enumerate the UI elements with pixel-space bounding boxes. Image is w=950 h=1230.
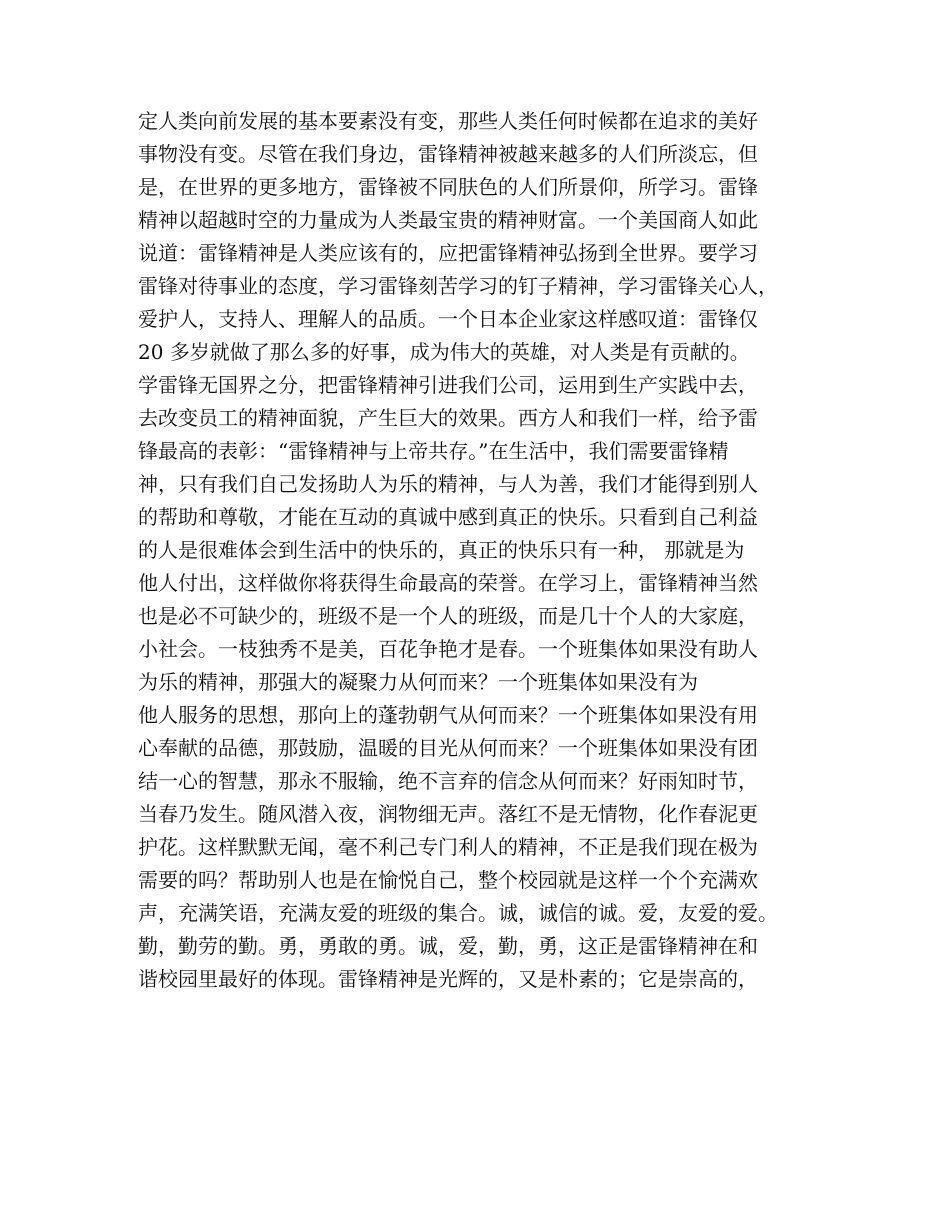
text-line: 的人是很难体会到生活中的快乐的，真正的快乐只有一种， 那就是为 bbox=[138, 538, 745, 562]
text-line: 事物没有变。尽管在我们身边，雷锋精神被越来越多的人们所淡忘，但 bbox=[138, 142, 758, 166]
text-line: 结一心的智慧，那永不服输，绝不言弃的信念从何而来？好雨知时节， bbox=[138, 769, 758, 793]
text-line: 的帮助和尊敬，才能在互动的真诚中感到真正的快乐。只看到自己利益 bbox=[138, 505, 758, 529]
text-line: 护花。这样默默无闻，毫不利己专门利人的精神，不正是我们现在极为 bbox=[138, 835, 758, 859]
text-line: 20 多岁就做了那么多的好事，成为伟大的英雄，对人类是有贡献的。 bbox=[138, 340, 750, 364]
text-line: 定人类向前发展的基本要素没有变，那些人类任何时候都在追求的美好 bbox=[138, 109, 758, 133]
text-line: 心奉献的品德，那鼓励，温暖的目光从何而来？一个班集体如果没有团 bbox=[138, 736, 758, 760]
text-line: 他人服务的思想，那向上的蓬勃朝气从何而来？一个班集体如果没有用 bbox=[138, 703, 758, 727]
text-line: 当春乃发生。随风潜入夜，润物细无声。落红不是无情物，化作春泥更 bbox=[138, 802, 758, 826]
text-line: 勤，勤劳的勤。勇，勇敢的勇。诚，爱，勤，勇，这正是雷锋精神在和 bbox=[138, 934, 758, 958]
text-line: 锋最高的表彰：“雷锋精神与上帝共存。”在生活中，我们需要雷锋精 bbox=[138, 439, 729, 463]
text-line: 说道：雷锋精神是人类应该有的，应把雷锋精神弘扬到全世界。要学习 bbox=[138, 241, 758, 265]
text-line: 雷锋对待事业的态度，学习雷锋刻苦学习的钉子精神，学习雷锋关心人， bbox=[138, 274, 778, 298]
body-text bbox=[138, 105, 838, 996]
text-line: 为乐的精神，那强大的凝聚力从何而来？一个班集体如果没有为 bbox=[138, 670, 698, 694]
text-line: 他人付出，这样做你将获得生命最高的荣誉。在学习上，雷锋精神当然 bbox=[138, 571, 758, 595]
text-line: 精神以超越时空的力量成为人类最宝贵的精神财富。一个美国商人如此 bbox=[138, 208, 758, 232]
text-line: 学雷锋无国界之分，把雷锋精神引进我们公司，运用到生产实践中去， bbox=[138, 373, 758, 397]
text-line: 也是必不可缺少的，班级不是一个人的班级，而是几十个人的大家庭， bbox=[138, 604, 758, 628]
text-line: 声，充满笑语，充满友爱的班级的集合。诚，诚信的诚。爱，友爱的爱。 bbox=[138, 901, 778, 925]
text-line: 需要的吗？帮助别人也是在愉悦自己，整个校园就是这样一个个充满欢 bbox=[138, 868, 758, 892]
text-line: 是，在世界的更多地方，雷锋被不同肤色的人们所景仰，所学习。雷锋 bbox=[138, 175, 758, 199]
text-line: 去改变员工的精神面貌，产生巨大的效果。西方人和我们一样，给予雷 bbox=[138, 406, 758, 430]
text-line: 谐校园里最好的体现。雷锋精神是光辉的，又是朴素的；它是崇高的， bbox=[138, 967, 758, 991]
text-line: 爱护人，支持人、理解人的品质。一个日本企业家这样感叹道：雷锋仅 bbox=[138, 307, 758, 331]
text-line: 神，只有我们自己发扬助人为乐的精神，与人为善，我们才能得到别人 bbox=[138, 472, 758, 496]
text-line: 小社会。一枝独秀不是美，百花争艳才是春。一个班集体如果没有助人 bbox=[138, 637, 758, 661]
